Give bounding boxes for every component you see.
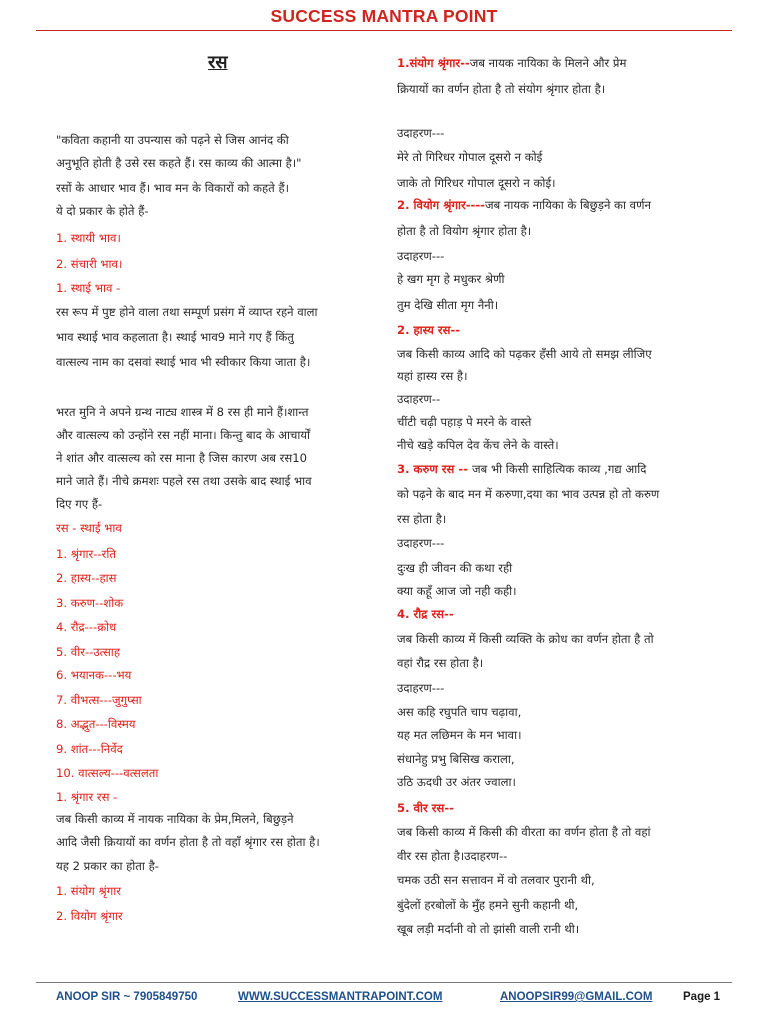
footer-divider xyxy=(36,982,732,983)
line-text: होता है तो वियोग श्रृंगार होता है। xyxy=(397,224,532,238)
paragraph-line: भरत मुनि ने अपने ग्रन्थ नाट्य शास्त्र में 8 रस ही माने हैं।शान्त xyxy=(56,405,309,419)
line-text: खूब लड़ी मर्दानी वो तो झांसी वाली रानी थी। xyxy=(397,922,580,936)
paragraph-line xyxy=(397,272,505,287)
line-text: उदाहरण--- xyxy=(397,126,445,140)
list-item: 7. वीभत्स---जुगुप्सा xyxy=(56,693,142,707)
line-text: बुंदेलों हरबोलों के मुँह हमने सुनी कहानी थी, xyxy=(397,898,579,912)
line-text: तुम देखि सीता मृग नैनी। xyxy=(397,298,499,312)
site-title: SUCCESS MANTRA POINT xyxy=(270,6,498,26)
paragraph-line xyxy=(397,82,605,97)
section-heading-line xyxy=(397,462,646,477)
list-item: 10. वात्सल्य---वत्सलता xyxy=(56,766,159,780)
section-heading-line xyxy=(397,56,626,71)
section-heading: 4. रौद्र रस-- xyxy=(397,607,454,621)
paragraph-line xyxy=(397,825,651,840)
page-number: Page 1 xyxy=(683,991,721,1003)
section-heading-line xyxy=(397,323,460,338)
section-heading: 3. करुण रस -- xyxy=(397,462,473,476)
line-text: को पढ़ने के बाद मन में करुणा,दया का भाव उत्पन्न हो तो करुण xyxy=(397,487,660,501)
list-item: 2. हास्य--हास xyxy=(56,571,117,585)
paragraph-line xyxy=(397,415,531,430)
paragraph-line xyxy=(397,752,515,767)
list-item: 1. संयोग श्रृंगार xyxy=(56,884,122,898)
paragraph-line xyxy=(397,150,542,165)
line-text: वहां रौद्र रस होता है। xyxy=(397,656,484,670)
paragraph-line: "कविता कहानी या उपन्यास को पढ़ने से जिस आनंद की xyxy=(56,133,289,147)
line-text: जब किसी काव्य में किसी व्यक्ति के क्रोध का वर्णन होता है तो xyxy=(397,632,654,646)
section-heading-line xyxy=(397,801,454,816)
line-text: जब किसी काव्य आदि को पढ़कर हँसी आये तो समझ लीजिए xyxy=(397,347,652,361)
list-item: 5. वीर--उत्साह xyxy=(56,645,120,659)
paragraph-line xyxy=(397,849,507,864)
section-heading-line xyxy=(397,198,651,213)
section-heading: 2. वियोग श्रृंगार---- xyxy=(397,198,485,212)
footer-author: ANOOP SIR ~ 7905849750 xyxy=(56,991,198,1003)
paragraph-line xyxy=(397,126,444,141)
paragraph-line: जब किसी काव्य में नायक नायिका के प्रेम,मिलने, बिछुड़ने xyxy=(56,812,294,826)
line-text: क्रियायों का वर्णन होता है तो संयोग श्रृंगार होता है। xyxy=(397,82,606,96)
line-text: जब भी किसी साहित्यिक काव्य ,गद्य आदि xyxy=(472,462,647,476)
paragraph-line: और वात्सल्य को उन्होंने रस नहीं माना। किन्तु बाद के आचार्यों xyxy=(56,428,311,442)
paragraph-line xyxy=(397,536,444,551)
list-item: 1. स्थायी भाव। xyxy=(56,231,121,245)
line-text: दुःख ही जीवन की कथा रही xyxy=(397,561,513,575)
list-item: 3. करुण--शोक xyxy=(56,596,124,610)
list-item: 2. संचारी भाव। xyxy=(56,257,123,271)
line-text: संधानेहु प्रभु बिसिख कराला, xyxy=(397,752,515,766)
line-text: जाके तो गिरिधर गोपाल दूसरो न कोई। xyxy=(397,176,556,190)
paragraph-line xyxy=(397,873,595,888)
paragraph-line xyxy=(397,656,483,671)
paragraph-line: आदि जैसी क्रियायों का वर्णन होता है तो वहाँ श्रृंगार रस होता है। xyxy=(56,835,320,849)
paragraph-line xyxy=(397,224,531,239)
paragraph-line xyxy=(397,249,444,264)
paragraph-line xyxy=(397,369,467,384)
line-text: यह मत लछिमन के मन भावा। xyxy=(397,728,522,742)
list-item: 6. भयानक---भय xyxy=(56,668,132,682)
header-divider xyxy=(36,30,732,31)
line-text: उदाहरण--- xyxy=(397,681,445,695)
line-text: उदाहरण--- xyxy=(397,536,445,550)
list-item: 9. शांत---निर्वेद xyxy=(56,742,123,756)
footer-website-link[interactable]: WWW.SUCCESSMANTRAPOINT.COM xyxy=(238,991,443,1003)
line-text: अस कहि रघुपति चाप चढ़ावा, xyxy=(397,705,522,719)
line-text: चमक उठी सन सत्तावन में वो तलवार पुरानी थी, xyxy=(397,873,595,887)
list-item: 1. श्रृंगार--रति xyxy=(56,547,116,561)
paragraph-line xyxy=(397,561,512,576)
line-text: क्या कहूँ आज जो नही कही। xyxy=(397,584,517,598)
paragraph-line xyxy=(397,512,446,527)
page-title: रस xyxy=(208,52,228,73)
paragraph-line: भाव स्थाई भाव कहलाता है। स्थाई भाव9 माने गए हैं किंतु xyxy=(56,330,294,344)
list-item: 4. रौद्र---क्रोध xyxy=(56,620,117,634)
footer-email-link[interactable]: ANOOPSIR99@GMAIL.COM xyxy=(500,991,653,1003)
list-item: रस - स्थाई भाव xyxy=(56,521,122,535)
line-text: हे खग मृग हे मधुकर श्रेणी xyxy=(397,272,505,286)
paragraph-line: दिए गए हैं- xyxy=(56,497,103,511)
paragraph-line: यह 2 प्रकार का होता है- xyxy=(56,859,159,873)
paragraph-line xyxy=(397,922,579,937)
list-item: 8. अद्भुत---विस्मय xyxy=(56,717,136,731)
line-text: रस होता है। xyxy=(397,512,447,526)
paragraph-line: रसों के आधार भाव हैं। भाव मन के विकारों को कहते हैं। xyxy=(56,181,289,195)
paragraph-line: अनुभूति होती है उसे रस कहते हैं। रस काव्य की आत्मा है।" xyxy=(56,156,302,170)
list-item: 1. श्रृंगार रस - xyxy=(56,790,118,804)
paragraph-line xyxy=(397,775,516,790)
paragraph-line xyxy=(397,728,521,743)
paragraph-line: वात्सल्य नाम का दसवां स्थाई भाव भी स्वीकार किया जाता है। xyxy=(56,355,311,369)
line-text: चींटी चढ़ी पहाड़ पे मरने के वास्ते xyxy=(397,415,532,429)
line-text: नीचे खड़े कपिल देव केंच लेने के वास्ते। xyxy=(397,438,559,452)
line-text: जब किसी काव्य में किसी की वीरता का वर्णन होता है तो वहां xyxy=(397,825,651,839)
paragraph-line: ये दो प्रकार के होते हैं- xyxy=(56,204,149,218)
line-text: उदाहरण--- xyxy=(397,249,445,263)
line-text: जब नायक नायिका के मिलने और प्रेम xyxy=(469,56,627,70)
paragraph-line xyxy=(397,898,578,913)
paragraph-line xyxy=(397,632,654,647)
section-heading-line xyxy=(397,607,454,622)
paragraph-line xyxy=(397,705,521,720)
paragraph-line xyxy=(397,681,444,696)
line-text: उठि ऊदधी उर अंतर ज्वाला। xyxy=(397,775,516,789)
section-heading: 5. वीर रस-- xyxy=(397,801,454,815)
paragraph-line xyxy=(397,392,440,407)
paragraph-line: माने जाते हैं। नीचे क्रमशः पहले रस तथा उसके बाद स्थाई भाव xyxy=(56,474,312,488)
paragraph-line xyxy=(397,487,659,502)
line-text: वीर रस होता है।उदाहरण-- xyxy=(397,849,508,863)
list-item: 1. स्थाई भाव - xyxy=(56,281,121,295)
list-item: 2. वियोग श्रृंगार xyxy=(56,909,123,923)
paragraph-line xyxy=(397,584,517,599)
paragraph-line: ने शांत और वात्सल्य को रस माना है जिस कारण अब रस10 xyxy=(56,451,307,465)
paragraph-line: रस रूप में पुष्ट होने वाला तथा सम्पूर्ण प्रसंग में व्याप्त रहने वाला xyxy=(56,305,318,319)
line-text: उदाहरण-- xyxy=(397,392,441,406)
line-text: मेरे तो गिरिधर गोपाल दूसरो न कोई xyxy=(397,150,543,164)
section-heading: 2. हास्य रस-- xyxy=(397,323,461,337)
line-text: यहां हास्य रस है। xyxy=(397,369,468,383)
paragraph-line xyxy=(397,176,556,191)
line-text: जब नायक नायिका के बिछुड़ने का वर्णन xyxy=(484,198,651,212)
paragraph-line xyxy=(397,298,498,313)
paragraph-line xyxy=(397,438,559,453)
paragraph-line xyxy=(397,347,652,362)
section-heading: 1.संयोग श्रृंगार-- xyxy=(397,56,470,70)
